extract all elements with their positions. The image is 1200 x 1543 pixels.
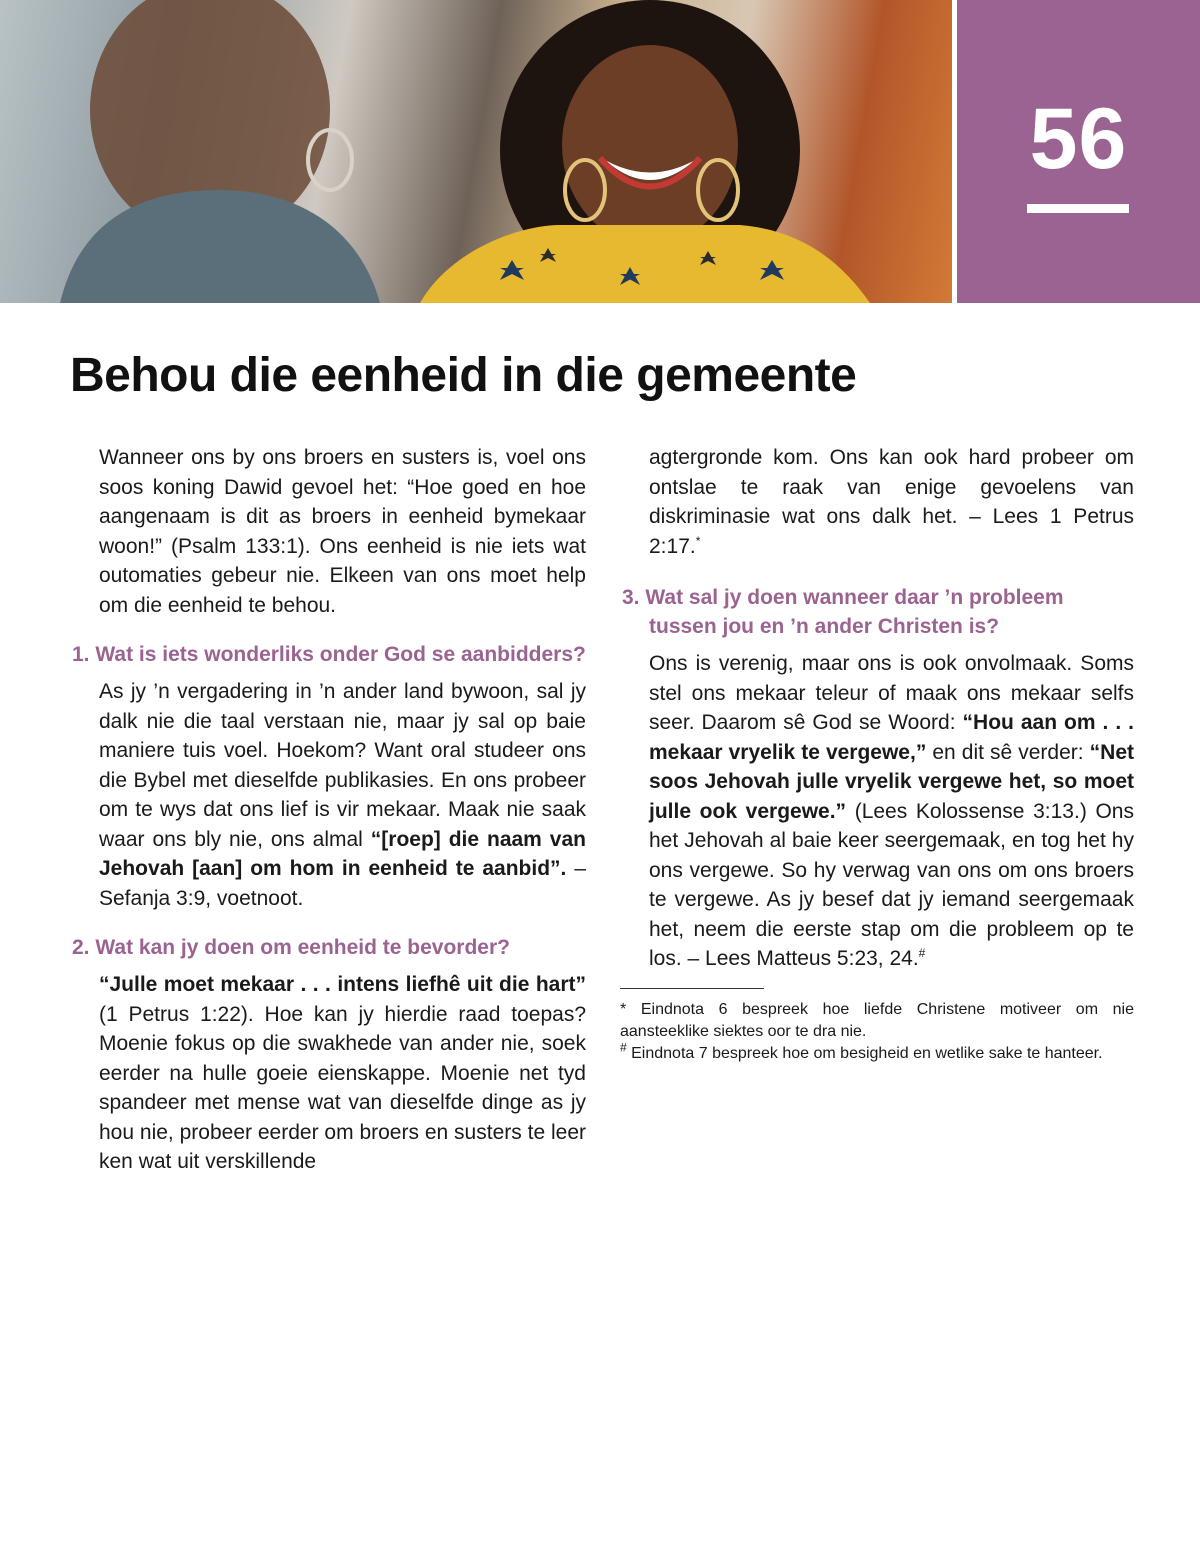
question-3-text-c: (Lees Kolossense 3:13.) Ons het Jehovah al baie keer seergemaak, en tog het hy ons vergewe. So hy verwag van ons om ons broers te vergewe. As jy besef dat jy iemand seergemaak het, neem die eerste stap om die probleem op te los. – Lees Matteus 5:23, 24. (649, 799, 1134, 970)
footnote-mark-star: * (695, 533, 701, 548)
question-3-paragraph (620, 649, 1134, 974)
footnote-text: Eindnota 7 bespreek hoe om besigheid en wetlike sake te hanteer. (626, 1044, 1103, 1062)
intro-paragraph: Wanneer ons by ons broers en susters is, voel ons soos koning Dawid gevoel het: “Hoe goed en hoe aangenaam is dit as broers in eenheid bymekaar woon!” (Psalm 133:1). Ons eenheid is nie iets wat outomaties gebeur nie. Elkeen van ons moet help om die eenheid te behou. (99, 446, 586, 617)
question-3-heading: 3. Wat sal jy doen wanneer daar ’n probleem tussen jou en ’n ander Christen is? (622, 586, 1064, 638)
question-2-paragraph (70, 970, 586, 1177)
question-3-text-b: en dit sê verder: (926, 740, 1090, 764)
right-column (620, 443, 1134, 1065)
question-1-paragraph (70, 677, 586, 913)
question-1-heading: 1. Wat is iets wonderliks onder God se aanbidders? (72, 643, 586, 666)
question-1-bold: “[roep] die naam van Jehovah [aan] om hom in eenheid te aanbid”. (99, 827, 586, 880)
left-column (70, 443, 586, 1177)
question-2-heading: 2. Wat kan jy doen om eenheid te bevorder? (72, 936, 510, 959)
footnote-divider (620, 988, 764, 989)
footnote-text: Eindnota 6 bespreek hoe liefde Christene motiveer om nie aansteeklike siektes oor te dra nie. (620, 1000, 1134, 1040)
header-photo (0, 0, 952, 303)
question-3-text-a: Ons is verenig, maar ons is ook onvolmaak. Soms stel ons mekaar teleur of maak ons mekaar selfs seer. Daarom sê God se Woord: (649, 652, 1134, 734)
footnote-mark-hash: # (918, 946, 926, 960)
question-2-bold: “Julle moet mekaar . . . intens liefhê uit die hart” (99, 973, 586, 996)
footnote (620, 1040, 1134, 1065)
question-2-text-cont: agtergronde kom. Ons kan ook hard probeer om ontslae te raak van enige gevoelens van diskriminasie wat ons dalk het. – Lees 1 Petrus 2:17. (649, 446, 1134, 558)
lesson-number-box (957, 0, 1200, 303)
page-title: Behou die eenheid in die gemeente (70, 349, 857, 402)
question-2-continuation (620, 443, 1134, 561)
question-3-bold-b: “Net soos Jehovah julle vryelik vergewe het, so moet julle ook vergewe.” (649, 740, 1134, 823)
question-3-bold-a: “Hou aan om . . . mekaar vryelik te vergewe,” (649, 711, 1134, 764)
lesson-number: 56 (1029, 91, 1128, 187)
question-2-text: (1 Petrus 1:22). Hoe kan jy hierdie raad toepas? Moenie fokus op die swakhede van ander nie, soek eerder na hulle goeie eienskappe. Moenie net tyd spandeer met mense wat van dieselfde dinge as jy hou nie, probeer eerder om broers en susters te leer ken wat uit verskillende (99, 1002, 586, 1173)
footnote (620, 999, 1134, 1043)
photo-illustration (0, 0, 952, 303)
footnote-mark: * (620, 1000, 627, 1018)
question-1-reference: – Sefanja 3:9, voetnoot. (99, 857, 586, 910)
question-1-text: As jy ’n vergadering in ’n ander land bywoon, sal jy dalk nie die taal verstaan nie, maar jy sal op baie maniere tuis voel. Hoekom? Want oral studeer ons die Bybel met dieselfde publikasies. En ons probeer om te wys dat ons lief is vir mekaar. Maak nie saak waar ons bly nie, ons almal (99, 680, 586, 851)
lesson-number-underline (1027, 204, 1129, 213)
footnote-mark: # (620, 1040, 627, 1055)
